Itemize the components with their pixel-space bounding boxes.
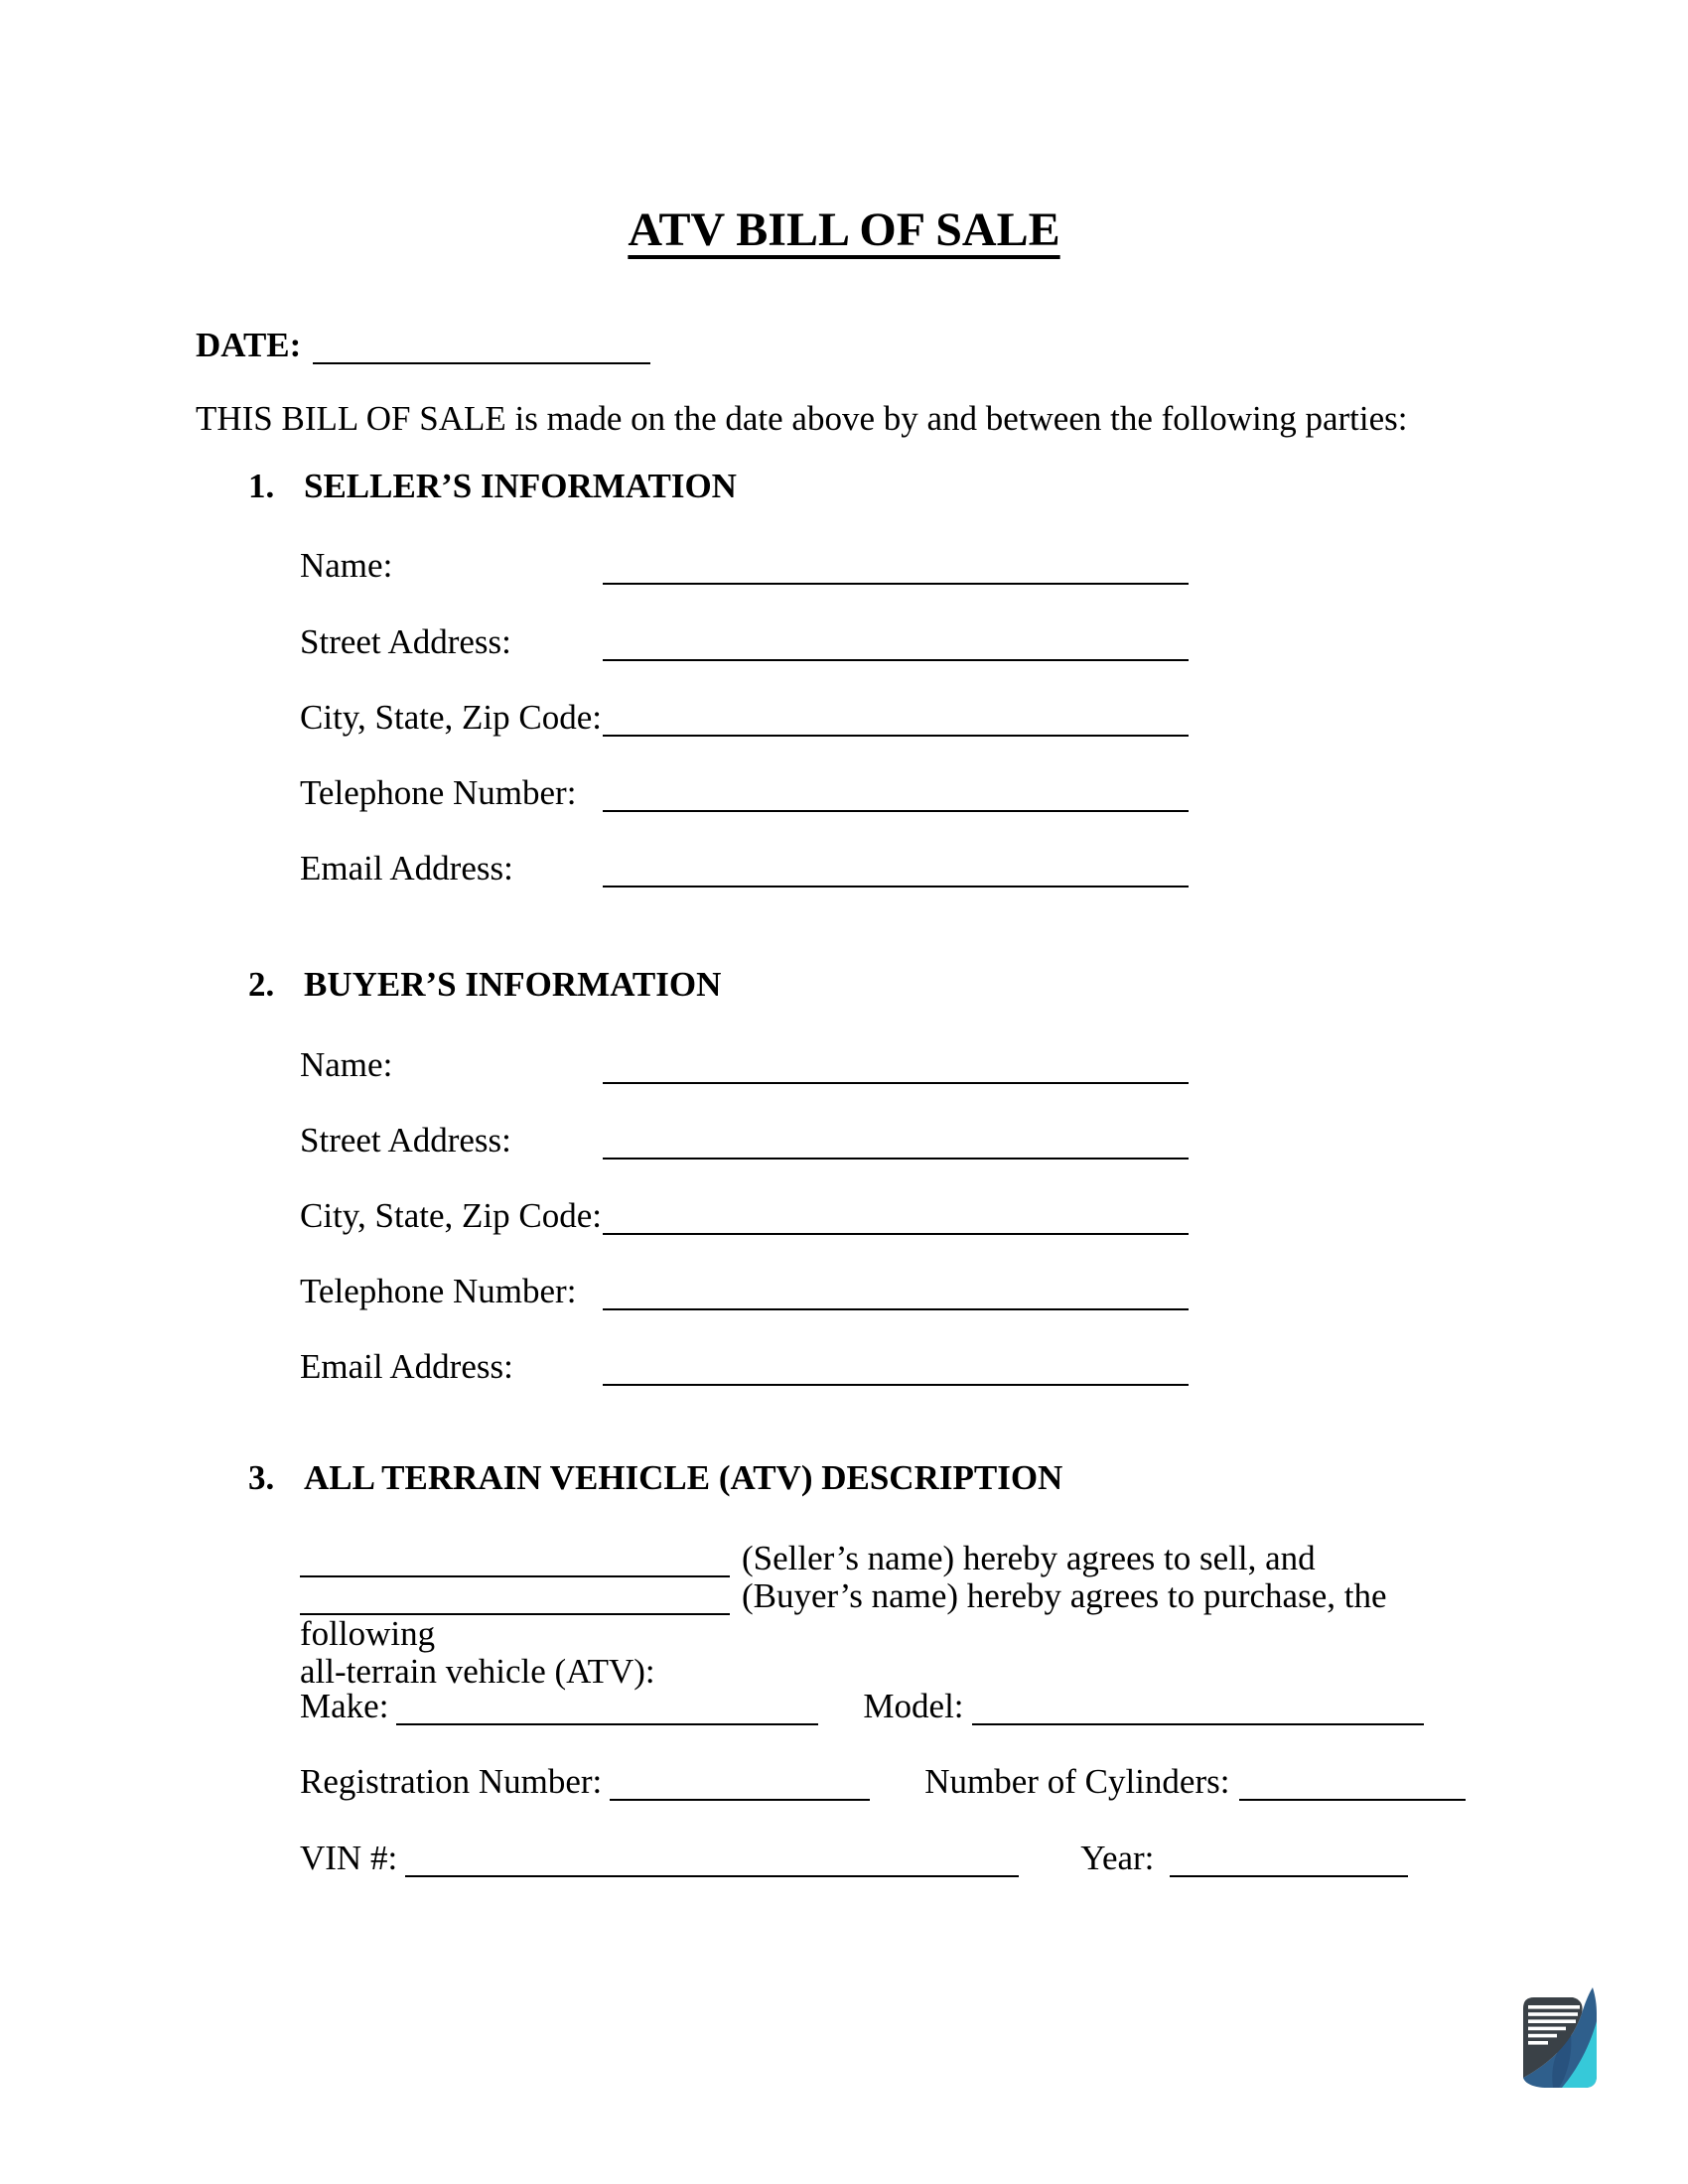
buyer-city-state-zip-label: City, State, Zip Code: [300, 1196, 602, 1235]
registration-label: Registration Number: [300, 1762, 603, 1801]
seller-email-row [300, 851, 1189, 886]
seller-name-label: Name: [300, 546, 393, 585]
seller-street-label: Street Address: [300, 622, 511, 661]
agreement-seller-suffix: (Seller’s name) hereby agrees to sell, and [742, 1539, 1316, 1577]
vin-label: VIN #: [300, 1839, 398, 1877]
registration-cylinders-row [300, 1764, 1466, 1799]
page-title-text: ATV BILL OF SALE [628, 204, 1060, 256]
section-1-heading [248, 469, 737, 503]
agreement-buyer-name-blank-line[interactable] [300, 1613, 730, 1615]
seller-telephone-blank-line[interactable] [603, 810, 1189, 812]
seller-telephone-row [300, 775, 1189, 810]
seller-email-blank-line[interactable] [603, 886, 1189, 887]
agreement-seller-name-blank-line[interactable] [300, 1575, 730, 1577]
buyer-name-label: Name: [300, 1045, 393, 1084]
intro-text: THIS BILL OF SALE is made on the date above by and between the following parties: [196, 399, 1408, 438]
agreement-buyer-suffix: (Buyer’s name) hereby agrees to purchase, the following [300, 1576, 1387, 1653]
year-blank-line[interactable] [1170, 1875, 1408, 1877]
section-3-title: ALL TERRAIN VEHICLE (ATV) DESCRIPTION [304, 1458, 1063, 1497]
make-label: Make: [300, 1687, 389, 1725]
vin-year-row [300, 1841, 1408, 1875]
buyer-name-blank-line[interactable] [603, 1082, 1189, 1084]
seller-city-state-zip-row [300, 700, 1189, 735]
buyer-street-blank-line[interactable] [603, 1158, 1189, 1160]
buyer-city-state-zip-row [300, 1198, 1189, 1233]
buyer-street-row [300, 1123, 1189, 1158]
model-label: Model: [863, 1687, 964, 1725]
model-blank-line[interactable] [972, 1723, 1424, 1725]
registration-blank-line[interactable] [610, 1799, 870, 1801]
seller-city-state-zip-label: City, State, Zip Code: [300, 698, 602, 737]
buyer-city-state-zip-blank-line[interactable] [603, 1233, 1189, 1235]
seller-city-state-zip-blank-line[interactable] [603, 735, 1189, 737]
buyer-telephone-label: Telephone Number: [300, 1272, 577, 1310]
buyer-email-row [300, 1349, 1189, 1384]
buyer-name-row [300, 1047, 1189, 1082]
buyer-email-label: Email Address: [300, 1347, 513, 1386]
vin-blank-line[interactable] [405, 1875, 1019, 1877]
agreement-line-buyer [300, 1577, 1501, 1653]
seller-telephone-label: Telephone Number: [300, 773, 577, 812]
date-row [196, 328, 650, 362]
section-2-number: 2. [248, 965, 275, 1004]
section-1-number: 1. [248, 467, 275, 505]
seller-street-row [300, 624, 1189, 659]
buyer-telephone-blank-line[interactable] [603, 1308, 1189, 1310]
section-1-title: SELLER’S INFORMATION [304, 467, 737, 505]
buyer-email-blank-line[interactable] [603, 1384, 1189, 1386]
make-model-row [300, 1689, 1424, 1723]
year-label: Year: [1080, 1839, 1155, 1877]
seller-email-label: Email Address: [300, 849, 513, 887]
section-3-number: 3. [248, 1458, 275, 1497]
agreement-line-seller [300, 1540, 1501, 1577]
agreement-paragraph [300, 1540, 1501, 1691]
buyer-street-label: Street Address: [300, 1121, 511, 1160]
agreement-tail: all-terrain vehicle (ATV): [300, 1652, 655, 1691]
section-2-heading [248, 967, 721, 1002]
brand-logo-icon [1521, 1985, 1599, 2091]
cylinders-blank-line[interactable] [1239, 1799, 1466, 1801]
seller-name-blank-line[interactable] [603, 583, 1189, 585]
date-label: DATE: [196, 326, 302, 364]
seller-name-row [300, 548, 1189, 583]
cylinders-label: Number of Cylinders: [924, 1762, 1230, 1801]
section-3-heading [248, 1460, 1062, 1495]
date-blank-line[interactable] [313, 362, 650, 364]
page-title [0, 206, 1688, 254]
make-blank-line[interactable] [396, 1723, 818, 1725]
section-2-title: BUYER’S INFORMATION [304, 965, 722, 1004]
seller-street-blank-line[interactable] [603, 659, 1189, 661]
buyer-telephone-row [300, 1274, 1189, 1308]
